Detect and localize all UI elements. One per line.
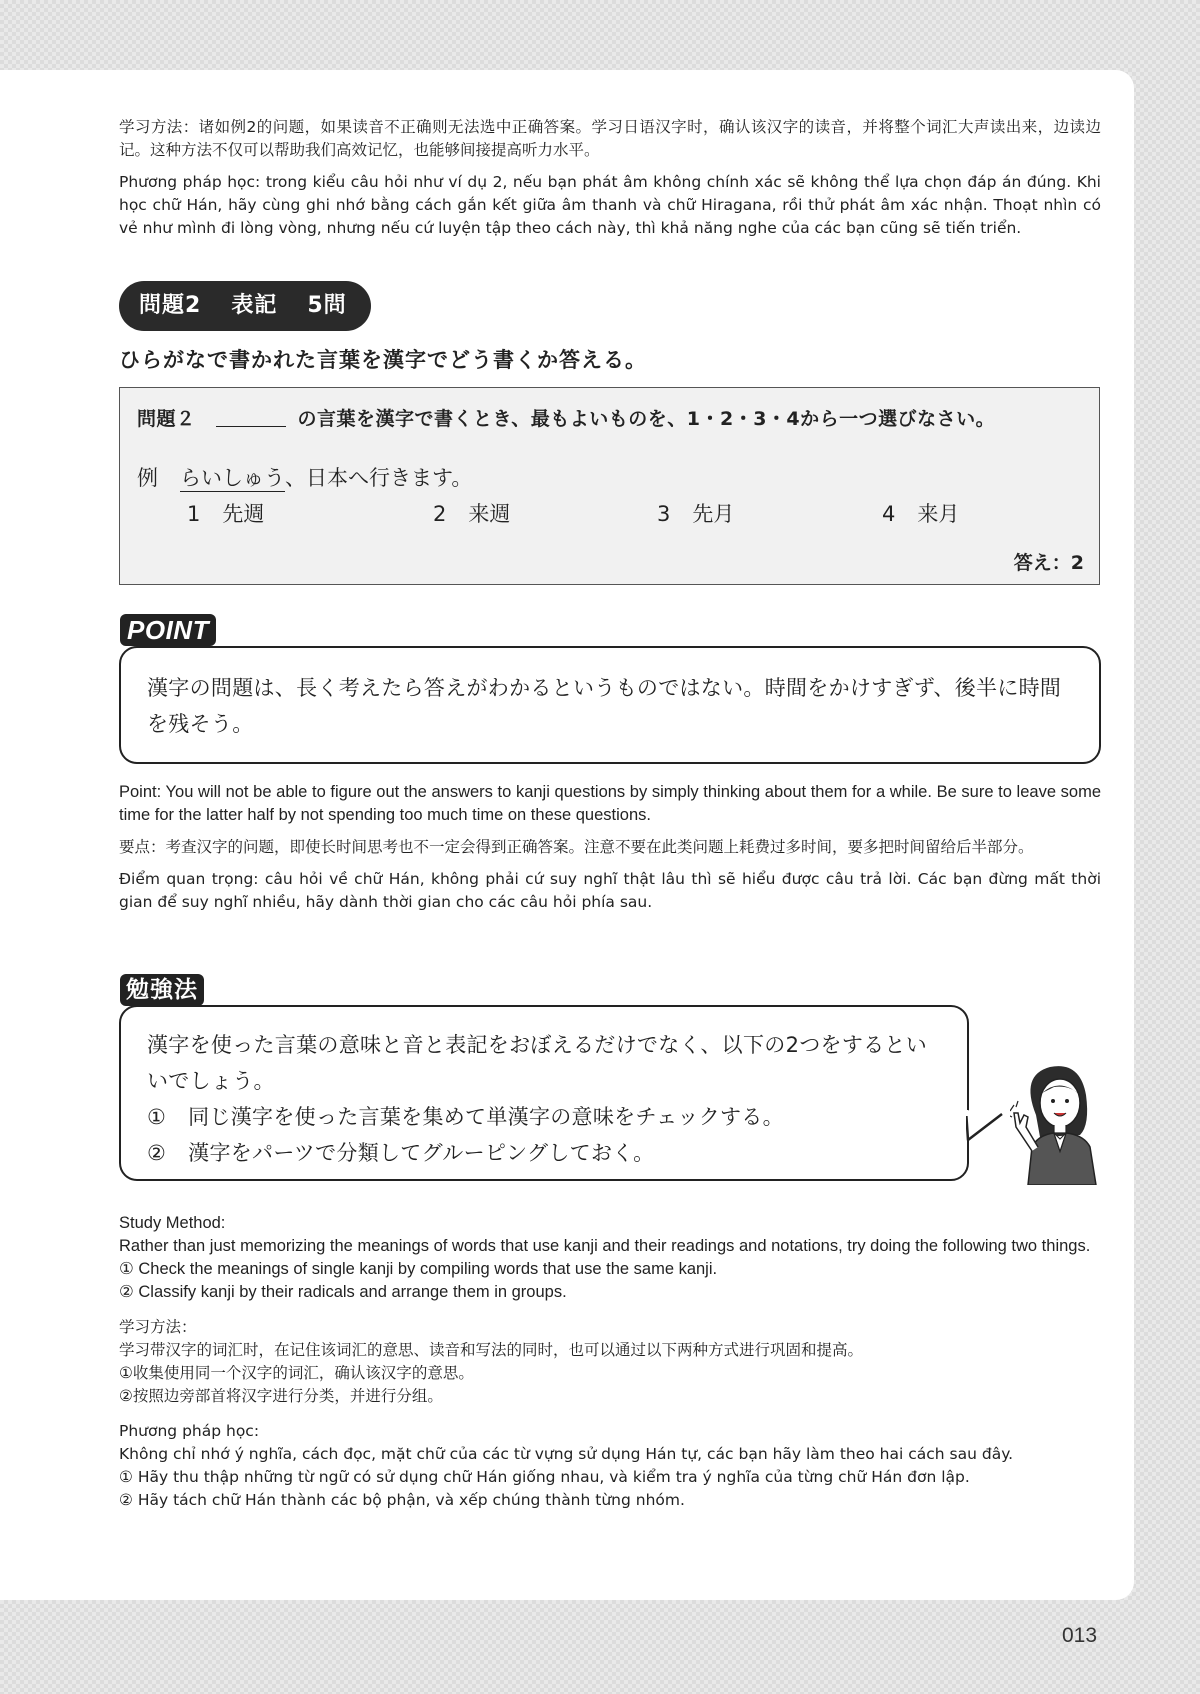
study-zh-body: 学习带汉字的词汇时，在记住该词汇的意思、读音和写法的同时，也可以通过以下两种方式进行巩固和提高。 — [119, 1341, 864, 1359]
study-method-zh: 学习方法：诸如例2的问题，如果读音不正确则无法选中正确答案。学习日语汉字时，确认该汉字的读音，并将整个词汇大声读出来，边读边记。这种方法不仅可以帮助我们高效记忆，也能够间接提高听力水平。 — [119, 118, 1101, 159]
study-text: 漢字を使った言葉の意味と音と表記をおぼえるだけでなく、以下の2つをするといいでしょう。 — [147, 1033, 928, 1093]
section-label-number: 問題2 — [139, 293, 202, 318]
study-method-vi: Phương pháp học: trong kiểu câu hỏi như ví dụ 2, nếu bạn phát âm không chính xác sẽ không thể lựa chọn đáp án đúng. Khi học chữ Hán, hãy cùng ghi nhớ bằng cách gắn kết giữa âm thanh và chữ Hiragana, rồi thử phát âm xác nhận. Thoạt nhìn có vẻ như mình đi lòng vòng, nhưng nếu cứ luyện tập theo cách này, thì khả năng nghe của các bạn cũng sẽ tiến triển. — [119, 173, 1101, 237]
question-number: 問題２ — [137, 408, 196, 430]
section-label-count: 5問 — [307, 293, 347, 318]
study-vi-body: Không chỉ nhớ ý nghĩa, cách đọc, mặt chữ của các từ vựng sử dụng Hán tự, các bạn hãy làm theo hai cách sau đây. — [119, 1445, 1014, 1463]
option-1: 1 先週 — [187, 502, 265, 526]
study-zh-1: ①收集使用同一个汉字的词汇，确认该汉字的意思。 — [119, 1364, 474, 1382]
section-instruction: ひらがなで書かれた言葉を漢字でどう書くか答える。 — [119, 348, 647, 372]
study-zh-title: 学习方法： — [119, 1318, 197, 1336]
example-underlined-word: らいしゅう — [180, 466, 285, 490]
study-vi-title: Phương pháp học: — [119, 1422, 260, 1440]
example-rest: 、日本へ行きます。 — [285, 466, 473, 490]
study-item-1: ① 同じ漢字を使った言葉を集めて単漢字の意味をチェックする。 — [147, 1105, 784, 1129]
example-label: 例 — [137, 466, 158, 490]
teacher-character-icon — [1010, 1055, 1110, 1185]
top-notes — [119, 116, 1101, 249]
section-label-type: 表記 — [231, 293, 278, 318]
study-en-2: ② Classify kanji by their radicals and arrange them in groups. — [119, 1283, 567, 1301]
study-bubble — [119, 1005, 969, 1181]
point-tag: POINT — [120, 614, 216, 646]
option-2: 2 来週 — [433, 502, 511, 526]
study-item-2: ② 漢字をパーツで分類してグルーピングしておく。 — [147, 1141, 655, 1165]
point-text: 漢字の問題は、長く考えたら答えがわかるというものではない。時間をかけすぎず、後半に時間を残そう。 — [147, 676, 1062, 736]
study-zh-2: ②按照边旁部首将汉字进行分类，并进行分组。 — [119, 1387, 443, 1405]
page-number: 013 — [1062, 1624, 1098, 1647]
study-translations — [119, 1212, 1101, 1512]
answer-label: 答え：2 — [1013, 552, 1084, 574]
study-vi-1: ① Hãy thu thập những từ ngữ có sử dụng chữ Hán giống nhau, và kiểm tra ý nghĩa của từng chữ Hán đơn lập. — [119, 1468, 970, 1486]
example-sentence — [137, 462, 472, 492]
point-vi: Điểm quan trọng: câu hỏi về chữ Hán, không phải cứ suy nghĩ thật lâu thì sẽ hiểu được câu trả lời. Các bạn đừng mất thời gian để suy nghĩ nhiều, hãy dành thời gian cho các câu hỏi phía sau. — [119, 870, 1101, 911]
study-en-title: Study Method: — [119, 1214, 226, 1232]
question-heading — [137, 404, 995, 431]
point-bubble — [119, 646, 1101, 764]
blank-line — [216, 408, 286, 427]
section-heading — [119, 281, 371, 331]
study-vi-2: ② Hãy tách chữ Hán thành các bộ phận, và xếp chúng thành từng nhóm. — [119, 1491, 685, 1509]
option-4: 4 来月 — [882, 502, 960, 526]
point-zh: 要点：考查汉字的问题，即使长时间思考也不一定会得到正确答案。注意不要在此类问题上耗费过多时间，要多把时间留给后半部分。 — [119, 838, 1034, 856]
question-box — [119, 387, 1100, 585]
point-translations — [119, 781, 1101, 923]
study-en-body: Rather than just memorizing the meanings of words that use kanji and their readings and notations, try doing the following two things. — [119, 1237, 1091, 1255]
bubble-tail-icon — [966, 1110, 1006, 1150]
question-instruction: の言葉を漢字で書くとき、最もよいものを、1・2・3・4から一つ選びなさい。 — [297, 408, 996, 430]
study-method-tag: 勉強法 — [120, 974, 204, 1006]
point-en: Point: You will not be able to figure out the answers to kanji questions by simply thinking about them for a while. Be sure to leave some time for the latter half by not spending too much time on these questions. — [119, 783, 1101, 824]
option-3: 3 先月 — [657, 502, 735, 526]
study-en-1: ① Check the meanings of single kanji by compiling words that use the same kanji. — [119, 1260, 718, 1278]
